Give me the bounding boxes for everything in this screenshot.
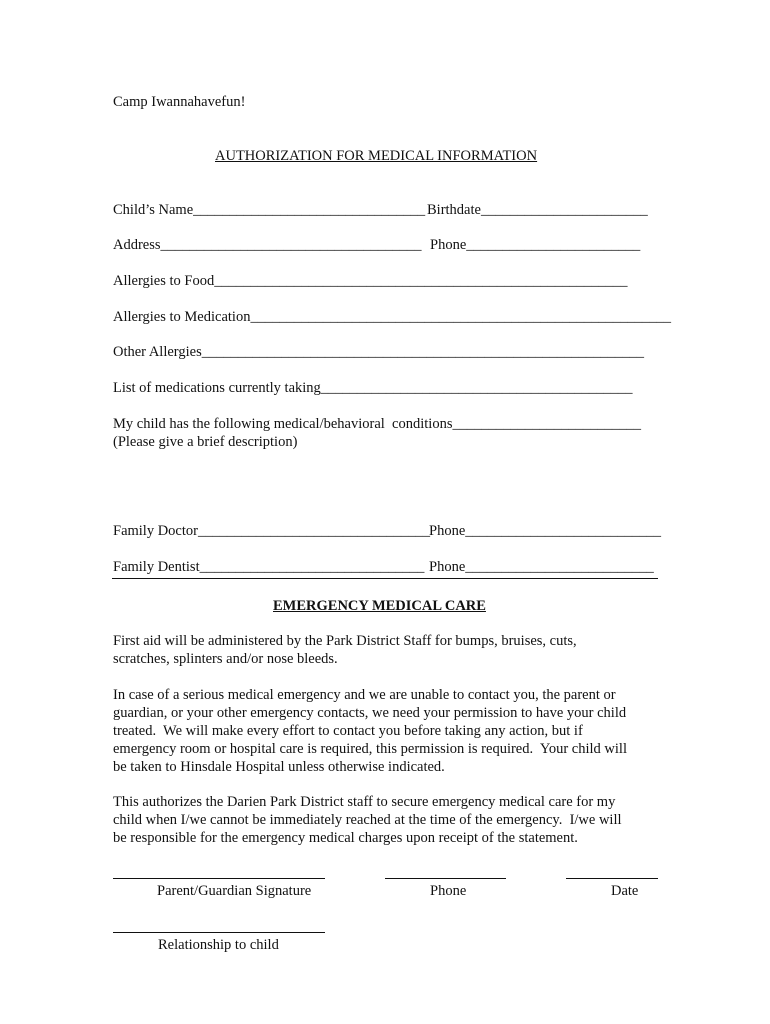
paragraph-emergency-4: emergency room or hospital care is required, this permission is required. Your child will [113, 741, 627, 757]
birthdate-field[interactable]: Birthdate_______________________ [427, 202, 648, 218]
relationship-line[interactable] [113, 932, 325, 933]
medications-field[interactable]: List of medications currently taking___________________________________________ [113, 380, 633, 396]
camp-name: Camp Iwannahavefun! [113, 94, 246, 110]
phone-field[interactable]: Phone________________________ [430, 237, 641, 253]
form-title: AUTHORIZATION FOR MEDICAL INFORMATION [215, 148, 538, 164]
paragraph-authorization-2: child when I/we cannot be immediately reached at the time of the emergency. I/we will [113, 812, 622, 828]
paragraph-first-aid-1: First aid will be administered by the Park District Staff for bumps, bruises, cuts, [113, 633, 577, 649]
paragraph-first-aid-2: scratches, splinters and/or nose bleeds. [113, 651, 338, 667]
phone-doctor-field[interactable]: Phone___________________________ [429, 523, 661, 539]
signature-date-line[interactable] [566, 878, 658, 879]
paragraph-authorization-3: be responsible for the emergency medical charges upon receipt of the statement. [113, 830, 578, 846]
emergency-heading: EMERGENCY MEDICAL CARE [273, 598, 486, 614]
date-label: Date [611, 883, 639, 899]
section-divider [112, 578, 658, 579]
family-doctor-field[interactable]: Family Doctor________________________________ [113, 523, 430, 539]
childs-name-field[interactable]: Child’s Name________________________________ [113, 202, 426, 218]
parent-signature-label: Parent/Guardian Signature [157, 883, 312, 899]
signature-phone-line[interactable] [385, 878, 506, 879]
phone-label: Phone [430, 883, 467, 899]
paragraph-emergency-1: In case of a serious medical emergency and we are unable to contact you, the parent or [113, 687, 616, 703]
other-allergies-field[interactable]: Other Allergies_____________________________________________________________ [113, 344, 644, 360]
allergies-medication-field[interactable]: Allergies to Medication__________________________________________________________ [113, 309, 671, 325]
paragraph-emergency-5: be taken to Hinsdale Hospital unless otherwise indicated. [113, 759, 445, 775]
phone-dentist-field[interactable]: Phone__________________________ [429, 559, 654, 575]
relationship-label: Relationship to child [158, 937, 279, 953]
address-field[interactable]: Address____________________________________ [113, 237, 422, 253]
conditions-note: (Please give a brief description) [113, 434, 298, 450]
conditions-field[interactable]: My child has the following medical/behavioral conditions__________________________ [113, 416, 641, 432]
family-dentist-field[interactable]: Family Dentist_______________________________ [113, 559, 425, 575]
allergies-food-field[interactable]: Allergies to Food_________________________________________________________ [113, 273, 628, 289]
paragraph-emergency-3: treated. We will make every effort to contact you before taking any action, but if [113, 723, 583, 739]
parent-signature-line[interactable] [113, 878, 325, 879]
paragraph-emergency-2: guardian, or your other emergency contacts, we need your permission to have your child [113, 705, 627, 721]
paragraph-authorization-1: This authorizes the Darien Park District staff to secure emergency medical care for my [113, 794, 616, 810]
